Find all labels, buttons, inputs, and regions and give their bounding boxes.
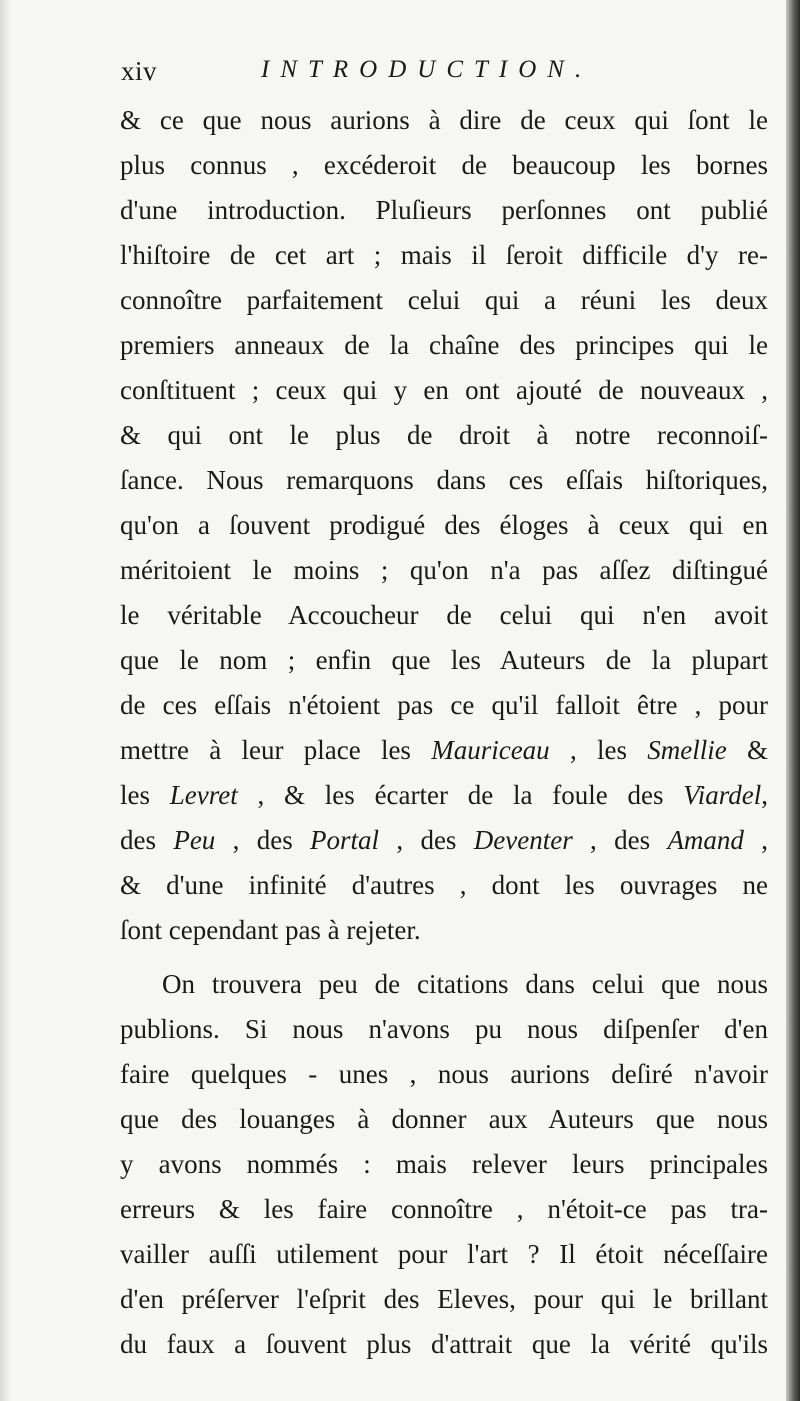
text-line-with-names bbox=[120, 728, 768, 773]
text-line: vailler auſſi utilement pour l'art ? Il étoit néceſſaire bbox=[120, 1239, 768, 1269]
text-line: méritoient le moins ; qu'on n'a pas aſſez diſtingué bbox=[120, 555, 768, 585]
page-number: xiv bbox=[121, 56, 158, 86]
text-line: & qui ont le plus de droit à notre reconnoiſ- bbox=[120, 420, 768, 450]
text-line: ſont cependant pas à rejeter. bbox=[120, 915, 421, 945]
text-run: , des bbox=[572, 825, 668, 855]
text-line: conſtituent ; ceux qui y en ont ajouté de nouveaux , bbox=[120, 375, 768, 405]
author-name: Peu bbox=[173, 825, 216, 855]
text-run: , des bbox=[379, 825, 474, 855]
page-right-edge-shadow bbox=[786, 0, 800, 1401]
text-line: ſance. Nous remarquons dans ces eſſais hiſtoriques, bbox=[120, 465, 768, 495]
paragraph-1 bbox=[120, 98, 768, 953]
author-name: Viardel bbox=[683, 780, 762, 810]
text-line-with-names bbox=[120, 773, 768, 818]
author-name: Portal bbox=[310, 825, 380, 855]
text-line-with-names bbox=[120, 818, 768, 863]
author-name: Amand bbox=[667, 825, 744, 855]
text-line: de ces eſſais n'étoient pas ce qu'il falloit être , pour bbox=[120, 690, 768, 720]
author-name: Levret bbox=[169, 780, 238, 810]
text-line: faire quelques - unes , nous aurions deſiré n'avoir bbox=[120, 1059, 768, 1089]
author-name: Mauriceau bbox=[431, 735, 550, 765]
text-line: qu'on a ſouvent prodigué des éloges à ceux qui en bbox=[120, 510, 768, 540]
text-line: connoître parfaitement celui qui a réuni les deux bbox=[120, 285, 768, 315]
paragraph-2 bbox=[120, 962, 768, 1367]
text-line: & d'une infinité d'autres , dont les ouvrages ne bbox=[120, 870, 768, 900]
page-left-margin-shadow bbox=[0, 0, 10, 1401]
author-name: Smellie bbox=[647, 735, 727, 765]
text-run: , des bbox=[215, 825, 311, 855]
text-line: On trouvera peu de citations dans celui que nous bbox=[162, 969, 768, 999]
text-line: du faux a ſouvent plus d'attrait que la vérité qu'ils bbox=[120, 1329, 768, 1359]
text-run: , les bbox=[549, 735, 648, 765]
author-name: Deventer bbox=[473, 825, 573, 855]
text-line: y avons nommés : mais relever leurs principales bbox=[120, 1149, 768, 1179]
text-run: des bbox=[120, 825, 174, 855]
text-line: l'hiſtoire de cet art ; mais il ſeroit difficile d'y re- bbox=[120, 240, 768, 270]
text-line: publions. Si nous n'avons pu nous diſpenſer d'en bbox=[120, 1014, 768, 1044]
text-run: & bbox=[726, 735, 768, 765]
text-line: plus connus , excéderoit de beaucoup les bornes bbox=[120, 150, 768, 180]
text-line: & ce que nous aurions à dire de ceux qui ſont le bbox=[120, 105, 768, 135]
paragraph-gap bbox=[120, 953, 768, 962]
text-line: que des louanges à donner aux Auteurs que nous bbox=[120, 1104, 768, 1134]
text-line: le véritable Accoucheur de celui qui n'en avoit bbox=[120, 600, 768, 630]
text-run: les bbox=[120, 780, 170, 810]
text-line: premiers anneaux de la chaîne des principes qui le bbox=[120, 330, 768, 360]
text-run: , bbox=[761, 780, 768, 810]
text-line: d'une introduction. Pluſieurs perſonnes ont publié bbox=[120, 195, 768, 225]
text-run: , bbox=[743, 825, 768, 855]
text-run: , & les écarter de la foule des bbox=[237, 780, 684, 810]
text-line: erreurs & les faire connoître , n'étoit-ce pas tra- bbox=[120, 1194, 768, 1224]
body-text bbox=[120, 98, 768, 1367]
page-header bbox=[121, 56, 761, 96]
text-line: d'en préſerver l'eſprit des Eleves, pour qui le brillant bbox=[120, 1284, 768, 1314]
text-line: que le nom ; enfin que les Auteurs de la plupart bbox=[120, 645, 768, 675]
text-run: mettre à leur place les bbox=[120, 735, 432, 765]
running-title: INTRODUCTION. bbox=[261, 56, 593, 83]
